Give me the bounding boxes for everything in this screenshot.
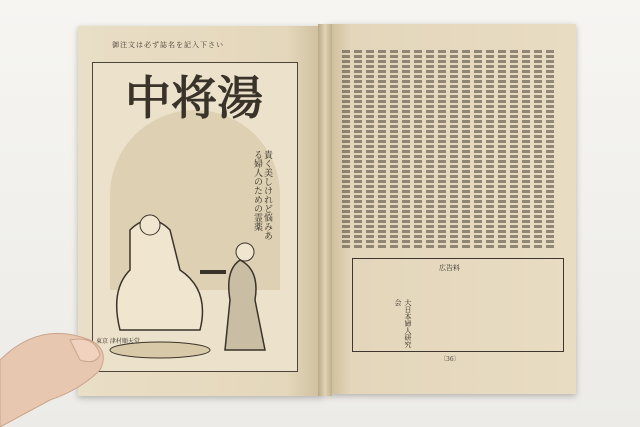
- advertising-rate-table: [352, 258, 564, 352]
- servant-figure-shape: [225, 260, 265, 350]
- page-number: 〔36〕: [440, 356, 460, 363]
- right-page-text-columns: [340, 50, 562, 250]
- servant-head-shape: [236, 243, 254, 261]
- tray-shape: [200, 270, 226, 274]
- table-title: 広告料: [439, 264, 460, 272]
- ad-tagline: 貴く美しけれど悩みある婦人のための霊薬: [252, 150, 272, 240]
- chujoto-logo: [96, 66, 292, 128]
- left-page-header: 御注文は必ず誌名を記入下さい: [112, 41, 224, 49]
- hand-holding-book: [0, 300, 140, 427]
- table-org: 大日本婦人研究会: [394, 299, 412, 348]
- logo-text: 中将湯: [125, 71, 263, 125]
- book-spine: [318, 24, 332, 396]
- lady-head-shape: [140, 215, 160, 235]
- ad-brand: 東京 津村順天堂: [96, 338, 140, 345]
